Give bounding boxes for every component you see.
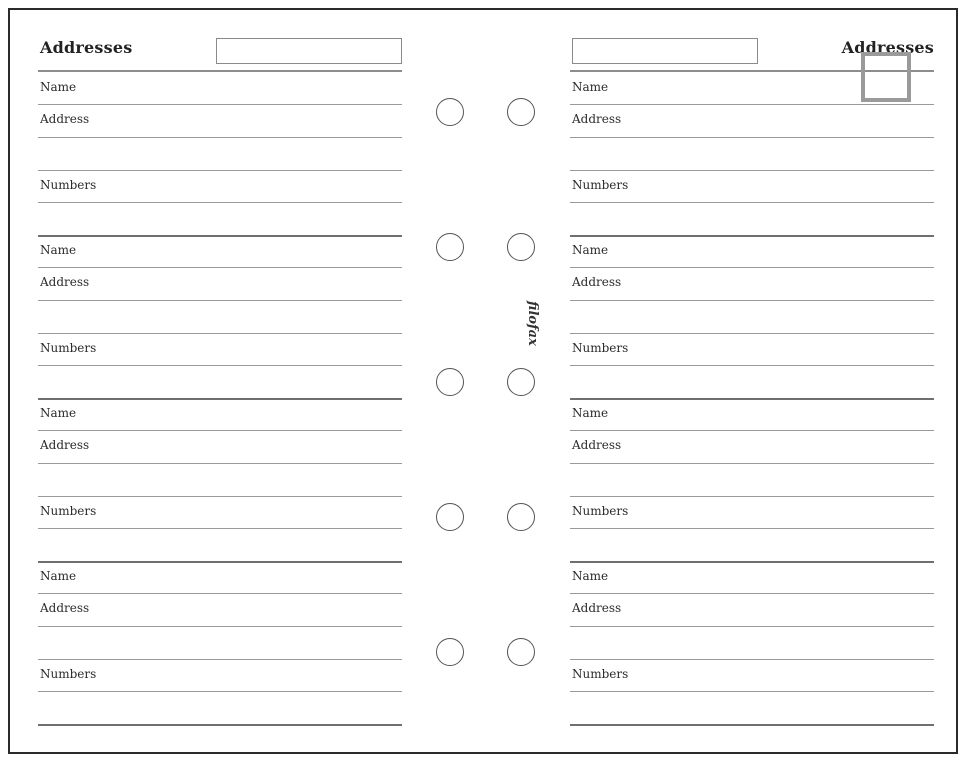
punch-hole: [436, 233, 464, 261]
address-label: Address: [572, 275, 622, 289]
punch-hole: [507, 233, 535, 261]
name-label: Name: [40, 243, 77, 257]
title-input-box[interactable]: [572, 38, 758, 64]
ruled-line: [38, 137, 402, 138]
entry-divider: [38, 724, 402, 726]
ruled-line: [570, 104, 934, 105]
right-page: [570, 10, 934, 750]
punch-hole: [507, 368, 535, 396]
ruled-line: [38, 104, 402, 105]
address-label: Address: [40, 438, 90, 452]
ruled-line: [570, 267, 934, 268]
ruled-line: [570, 626, 934, 627]
ruled-line: [570, 691, 934, 692]
ruled-line: [38, 202, 402, 203]
address-label: Address: [572, 112, 622, 126]
name-label: Name: [572, 569, 609, 583]
entry-divider: [570, 724, 934, 726]
punch-hole: [436, 503, 464, 531]
brand-logo: filofax: [525, 300, 540, 346]
numbers-label: Numbers: [572, 341, 629, 355]
title-input-box[interactable]: [216, 38, 402, 64]
ruled-line: [38, 170, 402, 171]
name-label: Name: [572, 80, 609, 94]
ruled-line: [38, 496, 402, 497]
numbers-label: Numbers: [572, 178, 629, 192]
punch-hole: [436, 368, 464, 396]
name-label: Name: [40, 80, 77, 94]
numbers-label: Numbers: [40, 178, 97, 192]
ruled-line: [570, 496, 934, 497]
punch-hole: [507, 503, 535, 531]
address-label: Address: [40, 112, 90, 126]
entry-divider: [38, 235, 402, 237]
ruled-line: [38, 267, 402, 268]
name-label: Name: [572, 243, 609, 257]
numbers-label: Numbers: [40, 504, 97, 518]
ruled-line: [38, 333, 402, 334]
page-title: Addresses: [40, 38, 133, 57]
left-page: [38, 10, 402, 750]
page-corner-icon: [861, 52, 911, 102]
ruled-line: [38, 593, 402, 594]
entry-divider: [570, 561, 934, 563]
ruled-line: [570, 430, 934, 431]
entry-divider: [38, 561, 402, 563]
punch-hole: [507, 98, 535, 126]
entry-divider: [570, 398, 934, 400]
address-label: Address: [572, 601, 622, 615]
ruled-line: [570, 300, 934, 301]
address-label: Address: [40, 275, 90, 289]
ruled-line: [38, 626, 402, 627]
ruled-line: [570, 365, 934, 366]
numbers-label: Numbers: [572, 667, 629, 681]
name-label: Name: [572, 406, 609, 420]
numbers-label: Numbers: [40, 341, 97, 355]
address-label: Address: [572, 438, 622, 452]
ruled-line: [38, 659, 402, 660]
punch-hole: [436, 98, 464, 126]
ruled-line: [570, 333, 934, 334]
numbers-label: Numbers: [40, 667, 97, 681]
ruled-line: [570, 659, 934, 660]
ruled-line: [570, 202, 934, 203]
name-label: Name: [40, 406, 77, 420]
ruled-line: [38, 528, 402, 529]
ruled-line: [38, 365, 402, 366]
ruled-line: [570, 463, 934, 464]
ruled-line: [38, 430, 402, 431]
ruled-line: [38, 691, 402, 692]
organizer-sheet: [8, 8, 958, 754]
punch-hole: [507, 638, 535, 666]
address-label: Address: [40, 601, 90, 615]
ruled-line: [570, 170, 934, 171]
ruled-line: [38, 300, 402, 301]
entry-divider: [38, 398, 402, 400]
ruled-line: [570, 593, 934, 594]
numbers-label: Numbers: [572, 504, 629, 518]
entry-divider: [570, 235, 934, 237]
ruled-line: [38, 463, 402, 464]
page-title: Addresses: [841, 38, 934, 57]
ruled-line: [570, 137, 934, 138]
ruled-line: [570, 528, 934, 529]
header-rule: [38, 70, 402, 72]
name-label: Name: [40, 569, 77, 583]
punch-hole: [436, 638, 464, 666]
